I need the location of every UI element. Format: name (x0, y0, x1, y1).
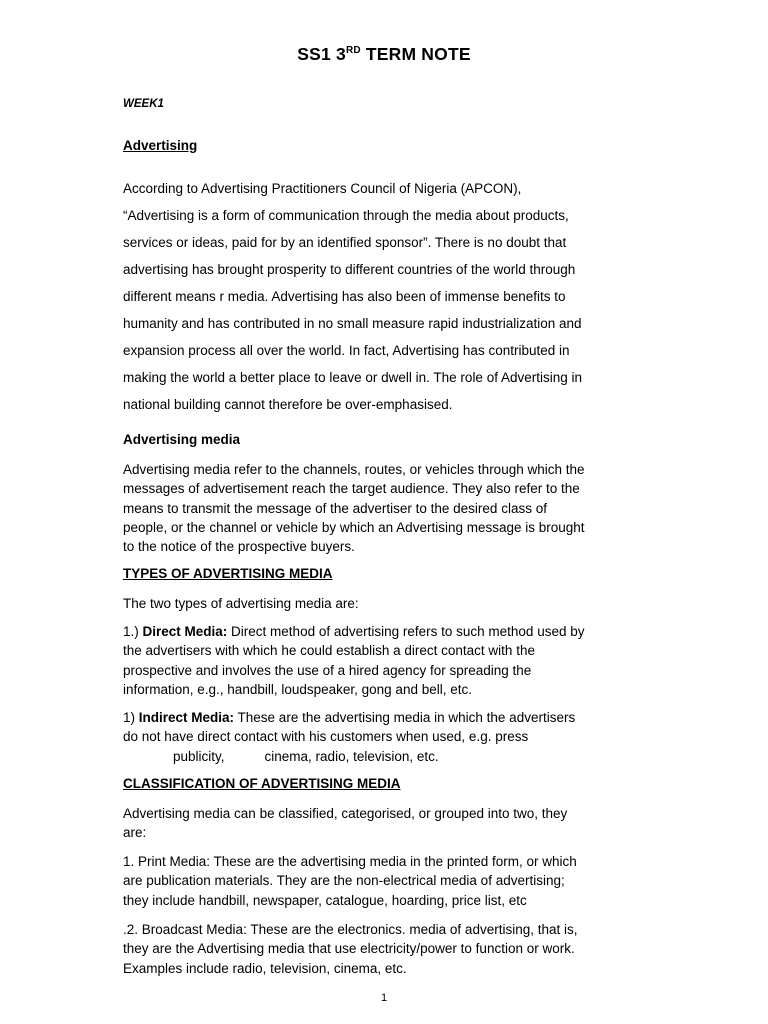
paragraph-line: are publication materials. They are the non-electrical media of advertising; (123, 873, 565, 889)
paragraph-line: do not have direct contact with his customers when used, e.g. press (123, 729, 529, 745)
paragraph-line: information, e.g., handbill, loudspeaker, gong and bell, etc. (123, 681, 472, 697)
print-media-item (123, 852, 653, 910)
paragraph-line: national building cannot therefore be over-emphasised. (123, 397, 453, 412)
paragraph-line: humanity and has contributed in no small measure rapid industrialization and (123, 316, 582, 331)
paragraph-line: 1) Indirect Media: These are the advertising media in which the advertisers (123, 710, 576, 725)
paragraph-line: making the world a better place to leave or dwell in. The role of Advertising in (123, 370, 582, 385)
paragraph-line: they include handbill, newspaper, catalogue, hoarding, price list, etc (123, 892, 527, 908)
classification-heading: CLASSIFICATION OF ADVERTISING MEDIA (123, 776, 401, 791)
paragraph-line: prospective and involves the use of a hired agency for spreading the (123, 662, 532, 678)
paragraph-line: are: (123, 825, 147, 841)
paragraph-line: Advertising media can be classified, categorised, or grouped into two, they (123, 806, 568, 821)
page-number: 1 (380, 992, 388, 1004)
types-intro: The two types of advertising media are: (123, 596, 359, 611)
paragraph-line: people, or the channel or vehicle by which an Advertising message is brought (123, 519, 585, 535)
advertising-media-paragraph (123, 460, 653, 556)
paragraph-line: Examples include radio, television, cinema, etc. (123, 960, 407, 976)
types-heading: TYPES OF ADVERTISING MEDIA (123, 566, 333, 581)
paragraph-line: 1. Print Media: These are the advertising media in the printed form, or which (123, 854, 577, 869)
indirect-media-label: Indirect Media: (138, 710, 235, 725)
advertising-heading: Advertising (123, 138, 198, 153)
paragraph-line: different means r media. Advertising has also been of immense benefits to (123, 289, 566, 304)
advertising-media-heading: Advertising media (123, 432, 241, 447)
paragraph-line: “Advertising is a form of communication through the media about products, (123, 208, 569, 223)
title-superscript: RD (345, 45, 361, 56)
broadcast-media-item (123, 920, 653, 978)
paragraph-line: According to Advertising Practitioners Council of Nigeria (APCON), (123, 181, 522, 196)
paragraph-line: the advertisers with which he could establish a direct contact with the (123, 643, 535, 659)
paragraph-line: .2. Broadcast Media: These are the electronics. media of advertising, that is, (123, 922, 578, 937)
paragraph-line: advertising has brought prosperity to different countries of the world through (123, 262, 576, 277)
indirect-media-item (123, 708, 653, 766)
paragraph-line: messages of advertisement reach the target audience. They also refer to the (123, 481, 580, 497)
paragraph-line: expansion process all over the world. In fact, Advertising has contributed in (123, 343, 570, 358)
direct-media-label: Direct Media: (142, 624, 228, 639)
paragraph-line: to the notice of the prospective buyers. (123, 539, 355, 555)
paragraph-line: they are the Advertising media that use electricity/power to function or work. (123, 941, 575, 957)
advertising-definition-paragraph (123, 179, 653, 422)
paragraph-line: Advertising media refer to the channels, routes, or vehicles through which the (123, 462, 585, 477)
week-label: WEEK1 (123, 98, 164, 110)
paragraph-line: means to transmit the message of the advertiser to the desired class of (123, 500, 547, 516)
classification-intro (123, 804, 653, 843)
paragraph-line: 1.) Direct Media: Direct method of advertising refers to such method used by (123, 624, 585, 639)
paragraph-line: publicity, cinema, radio, television, etc. (173, 748, 439, 764)
direct-media-item (123, 622, 653, 699)
page-title: SS1 3RD TERM NOTE (297, 44, 471, 64)
paragraph-line: services or ideas, paid for by an identified sponsor”. There is no doubt that (123, 235, 567, 250)
